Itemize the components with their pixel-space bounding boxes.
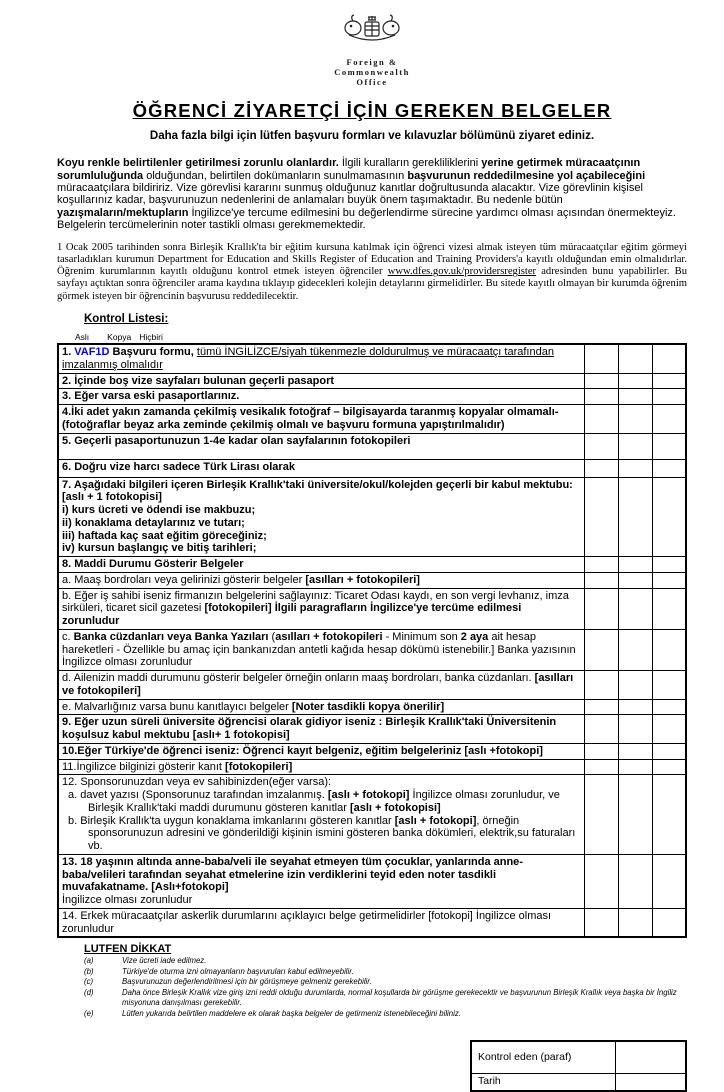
footnote-label: (c) (84, 977, 94, 987)
item-6-text (58, 459, 584, 477)
text-segment: a. davet yazısı (Sponsorunuz tarafından imzalanmış. (68, 789, 328, 802)
checklist-table (57, 343, 687, 938)
checklist-row-8b (58, 588, 686, 629)
text-segment: [asılları ve fotokopileri] (62, 672, 574, 697)
column-label-asli: Aslı (75, 332, 90, 343)
item-paragraph (62, 856, 580, 894)
checkbox-cell-4-kopya[interactable] (618, 405, 652, 434)
checkbox-cell-6-hiçbiri[interactable] (652, 459, 686, 477)
checkbox-cell-5-hiçbiri[interactable] (652, 433, 686, 459)
item-paragraph (62, 815, 580, 853)
checkbox-cell-8a-hiçbiri[interactable] (652, 572, 686, 588)
checkbox-cell-14-aslı[interactable] (584, 908, 618, 937)
footnote-text: Başvurunuzun değerlendirilmesi için bir görüşmeye gelmeniz gerekebilir. (122, 977, 372, 987)
checkbox-cell-13-kopya[interactable] (618, 854, 652, 908)
sign-off-row-date (471, 1074, 686, 1091)
item-paragraph (62, 672, 580, 698)
item-paragraph (62, 390, 580, 403)
checkbox-cell-8d-hiçbiri[interactable] (652, 671, 686, 700)
item-paragraph (62, 910, 580, 936)
text-segment: 10.Eğer Türkiye'de öğrenci iseniz: Öğrenci kayıt belgeniz, eğitim belgeleriniz [aslı +fotokopi] (62, 744, 543, 757)
text-segment: i) kurs ücreti ve ödendi ise makbuzu; (62, 504, 256, 517)
item-paragraph (62, 517, 580, 530)
footnote-label: (a) (84, 956, 94, 966)
footnote-text: Lütfen yukarıda belirtilen maddelere ek olarak başka belgeler de getirmeniz istenebileceğini biliniz. (122, 1008, 461, 1018)
text-segment: [aslı + fotokopi] (394, 814, 477, 827)
footnote-label: (d) (84, 987, 94, 997)
checked-by-label: Kontrol eden (paraf) (471, 1041, 615, 1074)
checkbox-cell-8-kopya[interactable] (618, 557, 652, 573)
text-segment: adresinden bunu yapabilirler. Bu sayfayı açtıktan sonra öğrenciler arama kaydına tıklayıp gidecekleri kolejin detaylarını girmelidirler. Bu sitede kayıtlı olmayan bir kurumda öğrenim görmek isteyen bir öğrencinin başvurusu reddedilecektir. (57, 266, 688, 302)
item-7-text (58, 477, 584, 557)
fco-crest-logo (334, 12, 410, 88)
text-segment: e. Malvarlığınız varsa bunu kanıtlayıcı belgeler (62, 700, 292, 713)
checklist-row-8 (58, 557, 686, 573)
sign-off-box (470, 1040, 687, 1092)
checklist-row-14 (58, 908, 686, 937)
checkbox-cell-8b-aslı[interactable] (584, 588, 618, 629)
checkbox-cell-8-hiçbiri[interactable] (652, 557, 686, 573)
item-paragraph (62, 701, 580, 714)
item-5-text (58, 433, 584, 459)
text-segment: 8. Maddi Durumu Gösterir Belgeler (62, 558, 244, 571)
checkbox-cell-1-aslı[interactable] (584, 344, 618, 373)
item-paragraph (62, 530, 580, 543)
checkbox-cell-7-hiçbiri[interactable] (652, 477, 686, 557)
text-segment: Banka cüzdanları veya Banka Yazıları (73, 630, 269, 643)
text-segment: 14. Erkek müracaatçılar askerlik durumlarını açıklayıcı belge getirmelidirler [fotokopi] İngilizce olması zorunludur (62, 909, 552, 935)
checkbox-cell-6-aslı[interactable] (584, 459, 618, 477)
footnote-a (84, 956, 687, 967)
item-paragraph (62, 789, 580, 815)
checkbox-cell-5-aslı[interactable] (584, 433, 618, 459)
footnote-e (84, 1009, 687, 1020)
checkbox-cell-8c-kopya[interactable] (618, 629, 652, 670)
date-value-cell[interactable] (615, 1074, 686, 1091)
checkbox-cell-3-hiçbiri[interactable] (652, 389, 686, 405)
text-segment: ( (268, 630, 276, 643)
checklist-row-7 (58, 477, 686, 557)
checkbox-cell-8e-aslı[interactable] (584, 699, 618, 715)
item-paragraph (62, 479, 580, 505)
item-3-text (58, 389, 584, 405)
item-11-text (58, 759, 584, 775)
text-segment: asılları + fotokopileri (275, 630, 383, 643)
checkbox-cell-14-kopya[interactable] (618, 908, 652, 937)
item-paragraph (62, 574, 580, 587)
column-label-hicbiri: Hiçbiri (139, 332, 163, 343)
footnotes-list (84, 956, 687, 1019)
text-segment: d. Ailenizin maddi durumunu gösterir belgeler örneğin onların maaş bordroları, banka cüzdanları. (62, 672, 535, 685)
checklist-row-4 (58, 405, 686, 434)
item-paragraph (62, 716, 580, 742)
checkbox-cell-5-kopya[interactable] (618, 433, 652, 459)
checkbox-cell-10-kopya[interactable] (618, 743, 652, 759)
item-8d-text (58, 671, 584, 700)
checkbox-cell-1-kopya[interactable] (618, 344, 652, 373)
item-13-text (58, 854, 584, 908)
text-segment: a. Maaş bordroları veya gelirinizi gösterir belgeler (62, 573, 306, 586)
item-paragraph (62, 542, 580, 555)
item-4-text (58, 405, 584, 434)
checkbox-cell-12-hiçbiri[interactable] (652, 775, 686, 855)
text-segment: 5. Geçerli pasaportunuzun 1-4e kadar olan sayfalarının fotokopileri (62, 434, 411, 447)
text-segment: 11.İngilizce bilginizi gösterir kanıt (62, 760, 226, 773)
checklist-row-12 (58, 775, 686, 855)
checkbox-cell-7-aslı[interactable] (584, 477, 618, 557)
checkbox-cell-12-kopya[interactable] (618, 775, 652, 855)
text-segment: 3. Eğer varsa eski pasaportlarınız. (62, 390, 240, 403)
item-paragraph (62, 590, 580, 628)
text-segment: 9. Eğer uzun süreli üniversite öğrencisi olarak gidiyor iseniz : Birleşik Krallık'taki Üniversitenin koşulsuz kabul mektubu [aslı+ 1 fotokopisi] (62, 716, 557, 742)
checkbox-cell-8d-aslı[interactable] (584, 671, 618, 700)
item-8b-text (58, 588, 584, 629)
logo-text-line1: Foreign & (346, 57, 398, 67)
text-segment: - Minimum son (382, 630, 461, 643)
text-segment: [Noter tasdikli kopya önerilir] (291, 700, 445, 713)
page-subtitle: Daha fazla bilgi için lütfen başvuru formları ve kılavuzlar bölümünü ziyaret ediniz. (149, 130, 595, 143)
checklist-row-8a (58, 572, 686, 588)
text-segment: 2 aya (460, 630, 489, 643)
checkbox-cell-2-aslı[interactable] (584, 373, 618, 389)
footnote-d (84, 988, 687, 1009)
checklist-row-2 (58, 373, 686, 389)
checkbox-cell-8a-kopya[interactable] (618, 572, 652, 588)
text-segment: [fotokopileri] İlgili paragrafların İngilizce'ye tercüme edilmesi zorunludur (62, 602, 522, 628)
item-1-text (58, 344, 584, 373)
checkbox-cell-8d-kopya[interactable] (618, 671, 652, 700)
footnote-c (84, 977, 687, 988)
text-segment: Koyu renkle belirtilenler getirilmesi zorunlu olanlardır. (57, 157, 342, 170)
text-segment: 6. Doğru vize harcı sadece Türk Lirası olarak (62, 460, 295, 473)
item-paragraph (62, 419, 580, 432)
checked-by-value-cell[interactable] (615, 1041, 686, 1074)
item-paragraph (62, 558, 580, 571)
intro-paragraph (57, 157, 687, 231)
item-paragraph (62, 346, 580, 372)
footnote-b (84, 967, 687, 978)
checkbox-cell-8b-kopya[interactable] (618, 588, 652, 629)
form-code-vaf1d: VAF1D (74, 346, 110, 359)
footnote-label: (b) (84, 966, 94, 976)
item-paragraph (62, 435, 580, 448)
checklist-row-9 (58, 715, 686, 744)
checkbox-cell-9-hiçbiri[interactable] (652, 715, 686, 744)
checklist-row-11 (58, 759, 686, 775)
logo-text-line3: Office (356, 77, 388, 88)
attention-heading: LUTFEN DİKKAT (84, 943, 172, 956)
text-segment: yerine getirmek müracaatçının sorumluluğunda (57, 157, 641, 182)
item-paragraph (62, 776, 580, 789)
checkbox-cell-11-kopya[interactable] (618, 759, 652, 775)
item-paragraph (62, 745, 580, 758)
checkbox-cell-9-aslı[interactable] (584, 715, 618, 744)
checkbox-cell-9-kopya[interactable] (618, 715, 652, 744)
text-segment: [aslı + fotokopisi] (349, 801, 441, 814)
text-segment: ii) konaklama detaylarınız ve tutarı; (62, 516, 245, 529)
item-2-text (58, 373, 584, 389)
checkbox-cell-10-hiçbiri[interactable] (652, 743, 686, 759)
item-paragraph (62, 461, 580, 474)
checkbox-cell-8a-aslı[interactable] (584, 572, 618, 588)
checkbox-cell-6-kopya[interactable] (618, 459, 652, 477)
text-segment: iv) kursun başlangıç ve bitiş tarihleri; (62, 542, 257, 555)
item-paragraph (62, 894, 580, 907)
checkbox-cell-4-aslı[interactable] (584, 405, 618, 434)
checkbox-cell-8c-aslı[interactable] (584, 629, 618, 670)
item-14-text (58, 908, 584, 937)
checklist-heading: Kontrol Listesi: (84, 313, 169, 326)
text-segment: İngilizce olması zorunludur, ve Birleşik Krallık'taki maddi durumunu gösteren kanıtlar (88, 789, 560, 814)
checklist-row-6 (58, 459, 686, 477)
text-segment: b. Birleşik Krallık'ta uygun konaklama imkanlarını gösteren kanıtlar (68, 814, 395, 827)
item-paragraph (62, 761, 580, 774)
text-segment: 12. Sponsorunuzdan veya ev sahibinizden(eğer varsa): (62, 776, 332, 789)
checklist-row-13 (58, 854, 686, 908)
checklist-column-labels (75, 332, 687, 342)
checkbox-cell-2-kopya[interactable] (618, 373, 652, 389)
checkbox-cell-10-aslı[interactable] (584, 743, 618, 759)
checkbox-cell-8b-hiçbiri[interactable] (652, 588, 686, 629)
checklist-row-8d (58, 671, 686, 700)
text-segment: ait hesap hareketleri - Özellikle bu amaç için bankanızdan antetli kağıda hesap dökümü istenebilir.] Banka yazısının İngilizce olması zorunludur (62, 630, 576, 669)
logo-text-line2: Commonwealth (334, 67, 410, 78)
checkbox-cell-8c-hiçbiri[interactable] (652, 629, 686, 670)
text-segment: iii) haftada kaç saat eğitim göreceğiniz; (62, 529, 267, 542)
sign-off-row-checked-by (471, 1041, 686, 1074)
text-segment: yazışmaların/mektupların (57, 206, 192, 219)
text-segment: [aslı + fotokopi] (327, 789, 410, 802)
text-segment: 1. (62, 346, 75, 359)
checkbox-cell-4-hiçbiri[interactable] (652, 405, 686, 434)
item-paragraph (62, 375, 580, 388)
checklist-row-8e (58, 699, 686, 715)
text-segment: 4.İki adet yakın zamanda çekilmiş vesikalık fotoğraf – bilgisayarda taranmış kopyalar olmamalı- (62, 406, 559, 419)
checkbox-cell-11-hiçbiri[interactable] (652, 759, 686, 775)
item-paragraph (62, 504, 580, 517)
checklist-row-8c (58, 629, 686, 670)
text-segment: c. (62, 630, 74, 643)
text-segment: , örneğin sponsorunuzun adresini ve gönderildiği kişinin ismini gösteren banka dökümleri, elektrik,su faturaları vb. (88, 814, 576, 853)
text-segment: Başvuru formu, (109, 346, 197, 359)
checklist-row-3 (58, 389, 686, 405)
checkbox-cell-8-aslı[interactable] (584, 557, 618, 573)
item-8c-text (58, 629, 584, 670)
text-segment: b. Eğer iş sahibi iseniz firmanızın belgelerini sağlayınız: Ticaret Odası kaydı, en son vergi levhanız, imza sirküleri, ticaret sicil gazetesi (62, 589, 569, 615)
checklist-table-body (58, 344, 686, 937)
text-segment: 2. İçinde boş vize sayfaları bulunan geçerli pasaport (62, 374, 335, 387)
text-segment: başvurunun reddedilmesine yol açabileceğini (407, 169, 646, 182)
text-segment: olduğundan, belirtilen dokümanların sunulmamasının (146, 169, 408, 182)
column-label-kopya: Kopya (107, 332, 132, 343)
footnote-text: Daha önce Birleşik Krallık vize giriş izni reddi olduğu durumlarda, normal koşullarda bir görüşme gerekecektir ve başvurunun Birleşik Krallık veya başka bir İngiliz misyonuna danışılması gerekebilir. (122, 987, 677, 1008)
footnote-text: Vize ücreti iade edilmez. (122, 956, 207, 966)
checkbox-cell-13-aslı[interactable] (584, 854, 618, 908)
checkbox-cell-3-aslı[interactable] (584, 389, 618, 405)
date-label: Tarih (471, 1074, 615, 1091)
checkbox-cell-11-aslı[interactable] (584, 759, 618, 775)
checkbox-cell-8e-kopya[interactable] (618, 699, 652, 715)
checkbox-cell-12-aslı[interactable] (584, 775, 618, 855)
checkbox-cell-8e-hiçbiri[interactable] (652, 699, 686, 715)
text-segment: (fotoğraflar beyaz arka zeminde çekilmiş olmalı ve başvuru formuna yapıştırılmalıdır) (62, 418, 505, 431)
text-segment: İlgili kuralların gerekliliklerini (341, 157, 482, 170)
coat-of-arms-icon (339, 12, 405, 52)
text-segment: 7. Aşağıdaki bilgileri içeren Birleşik Krallık'taki üniversite/okul/kolejden geçerli bir kabul mektubu: [aslı + 1 fotokopisi] (62, 478, 573, 504)
checklist-row-1 (58, 344, 686, 373)
footnote-text: Türkiye'de oturma izni olmayanların başvuruları kabul edilmeyebilir. (122, 966, 354, 976)
text-segment: 1 Ocak 2005 tarihinden sonra Birleşik Krallık'ta bir eğitim kursuna katılmak için öğrenci vizesi almak isteyen tüm müracaatçılar eğitim görmeyi tasarladıkları kurumun Department for Education and Skills Register of Education and Training Providers'a kayıtlı olduğundan emin olmalıdırlar. Öğrenim kurumlarının kayıtlı olduğunu kontrol etmek isteyen öğrenciler (57, 242, 687, 278)
item-8e-text (58, 699, 584, 715)
text-segment: [fotokopileri] (225, 760, 293, 773)
item-12-text (58, 775, 584, 855)
item-10-text (58, 743, 584, 759)
text-segment: İngilizce'ye tercume edilmesini bu değerlendirme sürecine yardımcı olması açısından önermekteyiz. Belgelerin tercümelerinin noter tastikli olması gerekmemektedir. (57, 206, 676, 231)
checklist-row-5 (58, 433, 686, 459)
checkbox-cell-7-kopya[interactable] (618, 477, 652, 557)
text-segment: [asılları + fotokopileri] (305, 573, 420, 586)
item-9-text (58, 715, 584, 744)
page-title: ÖĞRENCİ ZİYARETÇİ İÇİN GEREKEN BELGELER (132, 100, 612, 122)
document-header (57, 12, 687, 142)
text-segment: İngilizce olması zorunludur (62, 894, 193, 907)
providers-register-url: www.dfes.gov.uk/providersregister (387, 266, 537, 278)
checkbox-cell-1-hiçbiri[interactable] (652, 344, 686, 373)
checkbox-cell-14-hiçbiri[interactable] (652, 908, 686, 937)
item-8a-text (58, 572, 584, 588)
item-paragraph (62, 406, 580, 419)
registration-notice-paragraph (57, 242, 687, 302)
checkbox-cell-2-hiçbiri[interactable] (652, 373, 686, 389)
item-paragraph (62, 631, 580, 669)
footnote-label: (e) (84, 1008, 94, 1018)
checkbox-cell-13-hiçbiri[interactable] (652, 854, 686, 908)
text-segment: 13. 18 yaşının altında anne-baba/veli ile seyahat etmeyen tüm çocuklar, yanlarında anne-baba/velileri tarafından seyahat etmelerine izin verdiklerini teyid eden noter tasdikli muvafakatname. [Aslı+fotokopi] (62, 855, 523, 894)
text-segment: tümü İNGİLİZCE/siyah tükenmezle doldurulmuş ve müracaatçı tarafından imzalanmış olmalıdır (62, 346, 554, 371)
item-8-text (58, 557, 584, 573)
checklist-row-10 (58, 743, 686, 759)
checkbox-cell-3-kopya[interactable] (618, 389, 652, 405)
text-segment: müracaatçılara bildiririz. Vize görevlisi kararını sunmuş olduğunuz kanıtlar doğrultusunda alacaktır. Vize görevlinin kişisel koşullarınız kadar, başvurunuzun nedenlerini de anlamaları buyük önem taşımaktadır. Bu nedenle bütün (57, 182, 643, 207)
